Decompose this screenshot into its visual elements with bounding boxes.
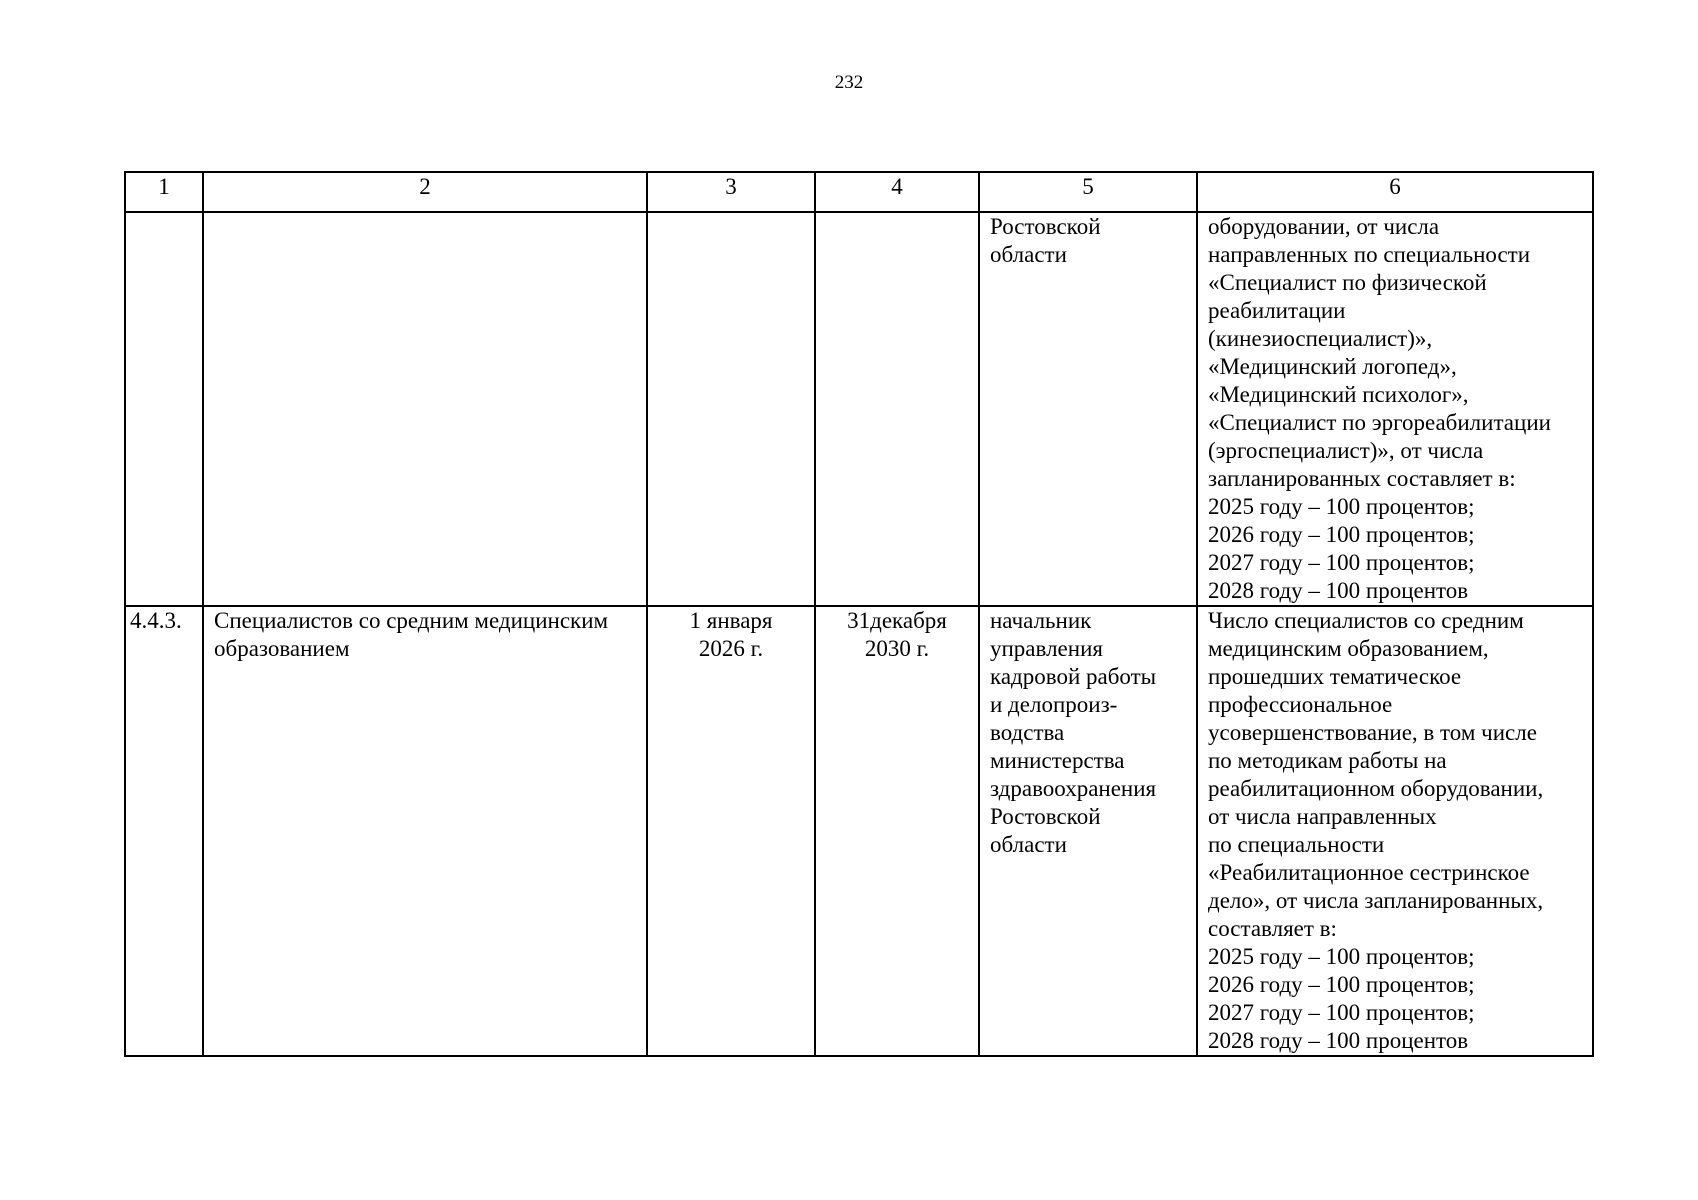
cell-text-line: «Реабилитационное сестринское	[1208, 860, 1530, 885]
cell-text-line: составляет в:	[1208, 916, 1337, 941]
cell-text-line: и делопроиз-	[990, 692, 1118, 717]
result-cell	[1197, 606, 1593, 1056]
cell-text-line: «Специалист по эргореабилитации	[1208, 410, 1551, 435]
end-date-cell	[815, 606, 979, 1056]
responsible-cell	[979, 606, 1197, 1056]
page-number: 232	[834, 72, 864, 93]
cell-text-line: реабилитационном оборудовании,	[1208, 776, 1544, 801]
cell-text-line: Ростовской	[990, 804, 1101, 829]
cell-text-line: управления	[990, 636, 1103, 661]
row-number-cell: 4.4.3.	[125, 606, 203, 1056]
cell-text-line: 2030 г.	[864, 636, 930, 661]
cell-text-line: 2027 году – 100 процентов;	[1208, 550, 1475, 575]
cell-text-line: реабилитации	[1208, 298, 1346, 323]
cell-text-line: 2025 году – 100 процентов;	[1208, 944, 1475, 969]
cell-text-line: 2026 году – 100 процентов;	[1208, 522, 1475, 547]
cell-text-line: 2025 году – 100 процентов;	[1208, 494, 1475, 519]
cell-text-line: 1 января	[689, 608, 773, 633]
header-cell-5: 5	[979, 172, 1197, 212]
header-cell-4: 4	[815, 172, 979, 212]
cell-text-line: начальник	[990, 608, 1092, 633]
table-header-row	[125, 172, 1593, 212]
header-cell-6: 6	[1197, 172, 1593, 212]
cell-text-line: Ростовской	[990, 214, 1101, 239]
cell-text-line: 2026 г.	[698, 636, 764, 661]
event-name-cell: Специалистов со средним медицинским образованием	[203, 606, 647, 1056]
cell-text-line: области	[990, 832, 1067, 857]
row-number-cell	[125, 212, 203, 606]
start-date-cell	[647, 212, 815, 606]
header-cell-2: 2	[203, 172, 647, 212]
plan-table	[124, 171, 1594, 1057]
cell-text-line: «Специалист по физической	[1208, 270, 1487, 295]
cell-text-line: здравоохранения	[990, 776, 1157, 801]
cell-text-line: профессиональное	[1208, 692, 1393, 717]
cell-text-line: области	[990, 242, 1067, 267]
cell-text-line: от числа направленных	[1208, 804, 1437, 829]
header-cell-3: 3	[647, 172, 815, 212]
cell-text-line: 2027 году – 100 процентов;	[1208, 1000, 1475, 1025]
header-cell-1: 1	[125, 172, 203, 212]
cell-text-line: министерства	[990, 748, 1125, 773]
cell-text-line: 2028 году – 100 процентов	[1208, 578, 1469, 603]
cell-text-line: 31декабря	[847, 608, 947, 633]
cell-text-line: оборудовании, от числа	[1208, 214, 1440, 239]
end-date-cell	[815, 212, 979, 606]
cell-text-line: «Медицинский психолог»,	[1208, 382, 1469, 407]
result-cell	[1197, 212, 1593, 606]
cell-text-line: по методикам работы на	[1208, 748, 1447, 773]
table-row	[125, 606, 1593, 1056]
cell-text-line: 2026 году – 100 процентов;	[1208, 972, 1475, 997]
cell-text-line: направленных по специальности	[1208, 242, 1531, 267]
cell-text-line: водства	[990, 720, 1065, 745]
cell-text-line: (кинезиоспециалист)»,	[1208, 326, 1433, 351]
cell-text-line: Число специалистов со средним	[1208, 608, 1524, 633]
cell-text-line: (эргоспециалист)», от числа	[1208, 438, 1484, 463]
cell-text-line: прошедших тематическое	[1208, 664, 1462, 689]
cell-text-line: запланированных составляет в:	[1208, 466, 1516, 491]
table-row	[125, 212, 1593, 606]
cell-text-line: медицинским образованием,	[1208, 636, 1489, 661]
cell-text-line: усовершенствование, в том числе	[1208, 720, 1537, 745]
cell-text-line: по специальности	[1208, 832, 1385, 857]
cell-text-line: дело», от числа запланированных,	[1208, 888, 1544, 913]
event-name-cell	[203, 212, 647, 606]
responsible-cell	[979, 212, 1197, 606]
cell-text-line: 2028 году – 100 процентов	[1208, 1028, 1469, 1053]
cell-text-line: кадровой работы	[990, 664, 1157, 689]
start-date-cell	[647, 606, 815, 1056]
cell-text-line: «Медицинский логопед»,	[1208, 354, 1457, 379]
